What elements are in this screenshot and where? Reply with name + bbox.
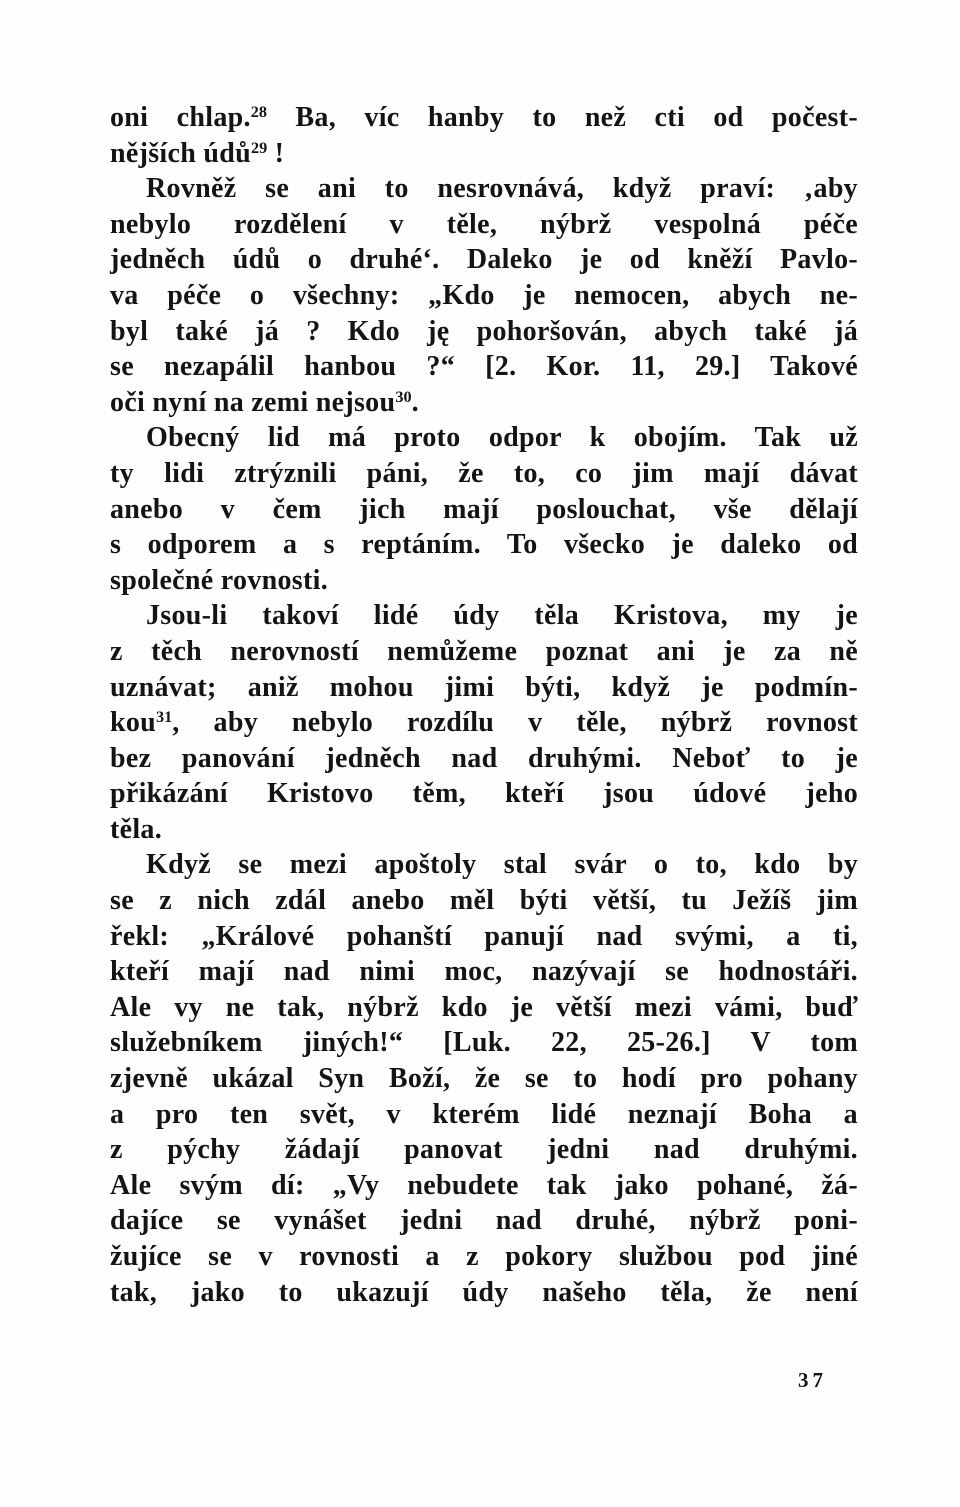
text-line: nějších údů29 ! bbox=[110, 137, 285, 169]
text-line: Ale svým dí: „Vy nebudete tak jako pohané, žá- bbox=[110, 1169, 858, 1201]
text-line: anebo v čem jich mají poslouchat, vše dělají bbox=[110, 493, 858, 525]
text-line: ty lidi ztrýznili páni, že to, co jim mají dávat bbox=[110, 457, 858, 489]
text-line: nebylo rozdělení v těle, nýbrž vespolná péče bbox=[110, 208, 858, 240]
page-number: 37 bbox=[798, 1368, 827, 1392]
text-line: uznávat; aniž mohou jimi býti, když je podmín- bbox=[110, 671, 858, 703]
text-line: Ale vy ne tak, nýbrž kdo je větší mezi vámi, buď bbox=[110, 991, 858, 1023]
text-line: služebníkem jiných!“ [Luk. 22, 25-26.] V tom bbox=[110, 1027, 858, 1059]
text-line: se nezapálil hanbou ?“ [2. Kor. 11, 29.] Takové bbox=[110, 351, 858, 383]
text-line: s odporem a s reptáním. To všecko je daleko od bbox=[110, 529, 858, 561]
text-line: společné rovnosti. bbox=[110, 564, 328, 596]
text-line: Rovněž se ani to nesrovnává, když praví: ‚aby bbox=[146, 173, 858, 205]
text-line: dajíce se vynášet jedni nad druhé, nýbrž poni- bbox=[110, 1205, 858, 1237]
paragraph bbox=[110, 598, 858, 847]
paragraph bbox=[110, 171, 858, 420]
text-line: se z nich zdál anebo měl býti větší, tu Ježíš jim bbox=[110, 885, 858, 917]
text-line: oči nyní na zemi nejsou30. bbox=[110, 386, 419, 418]
text-line: žujíce se v rovnosti a z pokory službou pod jiné bbox=[110, 1241, 858, 1272]
text-line: va péče o všechny: „Kdo je nemocen, abych ne- bbox=[110, 279, 858, 311]
text-line: těla. bbox=[110, 813, 163, 845]
text-line: z pýchy žádají panovat jedni nad druhými. bbox=[110, 1134, 858, 1166]
text-line: tak, jako to ukazují údy našeho těla, že není bbox=[110, 1276, 858, 1308]
text-line: bez panování jedněch nad druhými. Neboť to je bbox=[110, 742, 858, 774]
text-line: byl také já ? Kdo ję pohoršován, abych také já bbox=[110, 315, 858, 347]
text-line: zjevně ukázal Syn Boží, že se to hodí pro pohany bbox=[110, 1063, 858, 1095]
text-line: kteří mají nad nimi moc, nazývají se hodnostáři. bbox=[110, 956, 858, 988]
text-line: přikázání Kristovo těm, kteří jsou údové jeho bbox=[110, 778, 858, 810]
text-line: z těch nerovností nemůžeme poznat ani je za ně bbox=[110, 635, 858, 667]
text-line: jedněch údů o druhé‘. Daleko je od kněží Pavlo- bbox=[110, 244, 858, 276]
paragraph bbox=[110, 847, 858, 1310]
paragraph bbox=[110, 100, 858, 171]
paragraph bbox=[110, 420, 858, 598]
text-line: řekl: „Králové pohanští panují nad svými, a ti, bbox=[110, 920, 858, 952]
text-line: Jsou-li takoví lidé údy těla Kristova, my je bbox=[146, 600, 858, 632]
text-line: oni chlap.28 Ba, víc hanby to než cti od počest- bbox=[110, 102, 858, 133]
text-block bbox=[110, 100, 858, 1310]
text-line: a pro ten svět, v kterém lidé neznají Boha a bbox=[110, 1098, 858, 1130]
text-line: kou31, aby nebylo rozdílu v těle, nýbrž rovnost bbox=[110, 707, 858, 739]
text-line: Když se mezi apoštoly stal svár o to, kdo by bbox=[146, 849, 858, 881]
text-line: Obecný lid má proto odpor k obojím. Tak už bbox=[146, 422, 858, 454]
